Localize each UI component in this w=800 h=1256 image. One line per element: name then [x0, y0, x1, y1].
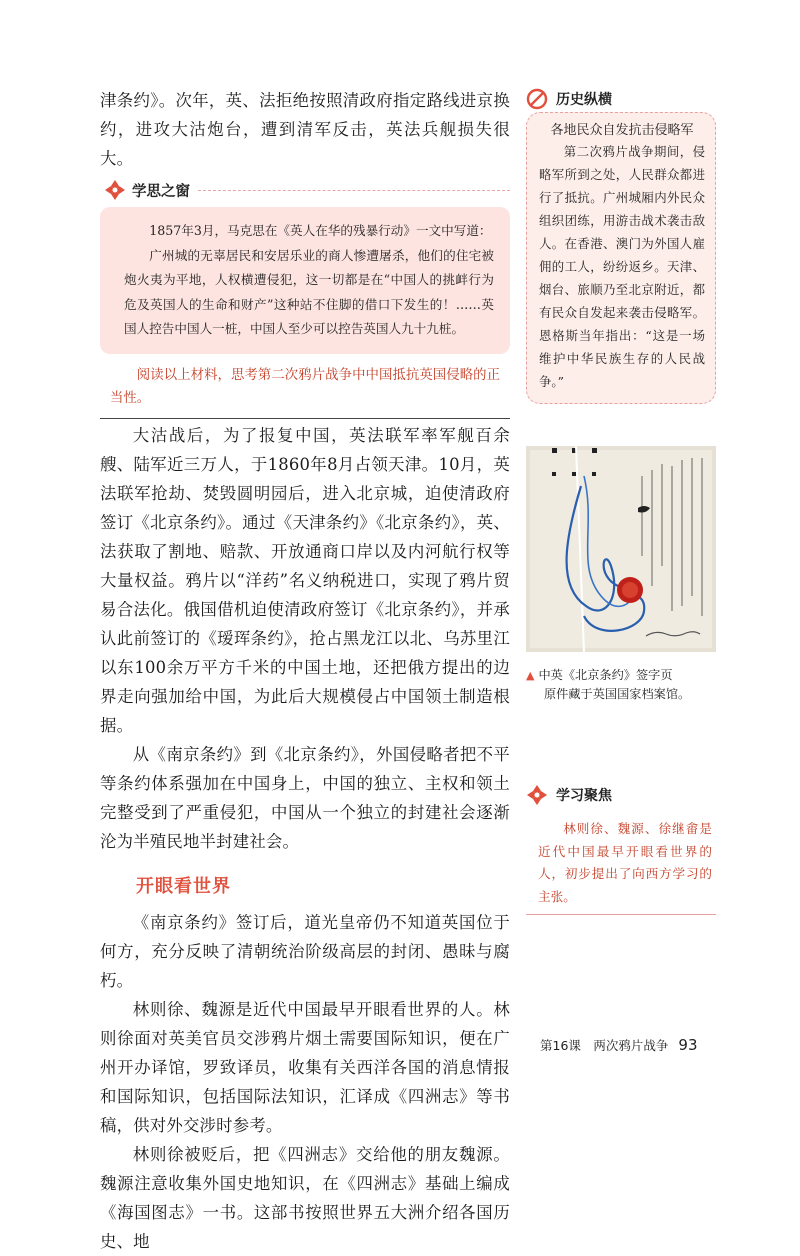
marx-quote-box: [100, 207, 510, 354]
paragraph-lin-zexu: 林则徐、魏源是近代中国最早开眼看世界的人。林则徐面对英美官员交涉鸦片烟土需要国际知识，便在广州开办译馆，罗致译员，收集有关西洋各国的消息情报和国际知识，包括国际法知识，汇译成《四洲志》等书稿，供对外交涉时参考。: [100, 999, 510, 1135]
history-label: 历史纵横: [556, 92, 612, 108]
lesson-title: 第16课 两次鸦片战争: [540, 1038, 669, 1053]
history-box: [526, 112, 716, 404]
diamond-flower-icon: [104, 179, 126, 201]
quote-intro: 1857年3月，马克思在《英人在华的残暴行动》一文中写道：: [149, 223, 492, 238]
study-window-label: 学思之窗: [132, 183, 190, 200]
treaty-document-image: [526, 446, 716, 652]
study-question: 阅读以上材料，思考第二次鸦片战争中中国抵抗英国侵略的正当性。: [110, 367, 500, 406]
paragraph-treaty-system: 从《南京条约》到《北京条约》，外国侵略者把不平等条约体系强加在中国身上，中国的独立、主权和领土完整受到了严重侵犯，中国从一个独立的封建社会逐渐沦为半殖民地半封建社会。: [100, 744, 510, 851]
paragraph-daoguang: 《南京条约》签订后，道光皇帝仍不知道英国位于何方，充分反映了清朝统治阶级高层的封闭、愚昧与腐朽。: [100, 912, 510, 990]
intro-paragraph: 津条约》。次年，英、法拒绝按照清政府指定路线进京换约，进攻大沽炮台，遭到清军反击，英法兵舰损失很大。: [100, 91, 510, 168]
paragraph-wei-yuan: 林则徐被贬后，把《四洲志》交给他的朋友魏源。魏源注意收集外国史地知识，在《四洲志》基础上编成《海国图志》一书。这部书按照世界五大洲介绍各国历史、地: [100, 1144, 510, 1251]
focus-sidebar: [526, 784, 716, 915]
header-rule: [198, 190, 510, 191]
main-column: [100, 86, 510, 1256]
figure-caption-block: [526, 666, 716, 704]
history-title: 各地民众自发抗击侵略军: [550, 123, 694, 138]
history-header: [526, 88, 716, 110]
treaty-figure: [526, 446, 716, 704]
triangle-marker-icon: ▲: [526, 669, 535, 682]
quote-body: 广州城的无辜居民和安居乐业的商人惨遭屠杀，他们的住宅被炮火夷为平地，人权横遭侵犯，这一切都是在“中国人的挑衅行为危及英国人的生命和财产”这种站不住脚的借口下发生的！……英国人控告中国人一桩，中国人至少可以控告英国人九十九桩。: [124, 247, 494, 336]
paragraph-dagu: 大沽战后，为了报复中国，英法联军率军舰百余艘、陆军近三万人，于1860年8月占领天津。10月，英法联军抢劫、焚毁圆明园后，进入北京城，迫使清政府签订《北京条约》。通过《天津条约》《北京条约》，英、法获取了割地、赔款、开放通商口岸以及内河航行权等大量权益。鸦片以“洋药”名义纳税进口，实现了鸦片贸易合法化。俄国借机迫使清政府签订《北京条约》，并承认此前签订的《瑷珲条约》，抢占黑龙江以北、乌苏里江以东100余万平方千米的中国土地，还把俄方提出的边界走向强加给中国，为此后大规模侵占中国领土制造根据。: [100, 425, 510, 735]
figure-caption: 中英《北京条约》签字页: [538, 668, 673, 682]
section-separator: [100, 418, 510, 419]
diamond-flower-icon: [526, 784, 548, 806]
section-subtitle: 开眼看世界: [136, 875, 231, 897]
study-window-header: [100, 179, 510, 201]
focus-header: [526, 784, 716, 806]
history-sidebar: [526, 88, 716, 404]
page-footer: [540, 1036, 698, 1054]
focus-label: 学习聚焦: [556, 788, 612, 804]
swirl-icon: [526, 88, 548, 110]
focus-body: 林则徐、魏源、徐继畬是近代中国最早开眼看世界的人，初步提出了向西方学习的主张。: [526, 812, 716, 915]
history-body: 第二次鸦片战争期间，侵略军所到之处，人民群众都进行了抵抗。广州城厢内外民众组织团练，用游击战术袭击敌人。在香港、澳门为外国人雇佣的工人，纷纷返乡。天津、烟台、旅顺乃至北京附近，都有民众自发起来袭击侵略军。恩格斯当年指出：“这是一场维护中华民族生存的人民战争。”: [539, 144, 705, 389]
page-number: 93: [678, 1036, 698, 1054]
figure-caption-sub: 原件藏于英国国家档案馆。: [544, 687, 691, 701]
